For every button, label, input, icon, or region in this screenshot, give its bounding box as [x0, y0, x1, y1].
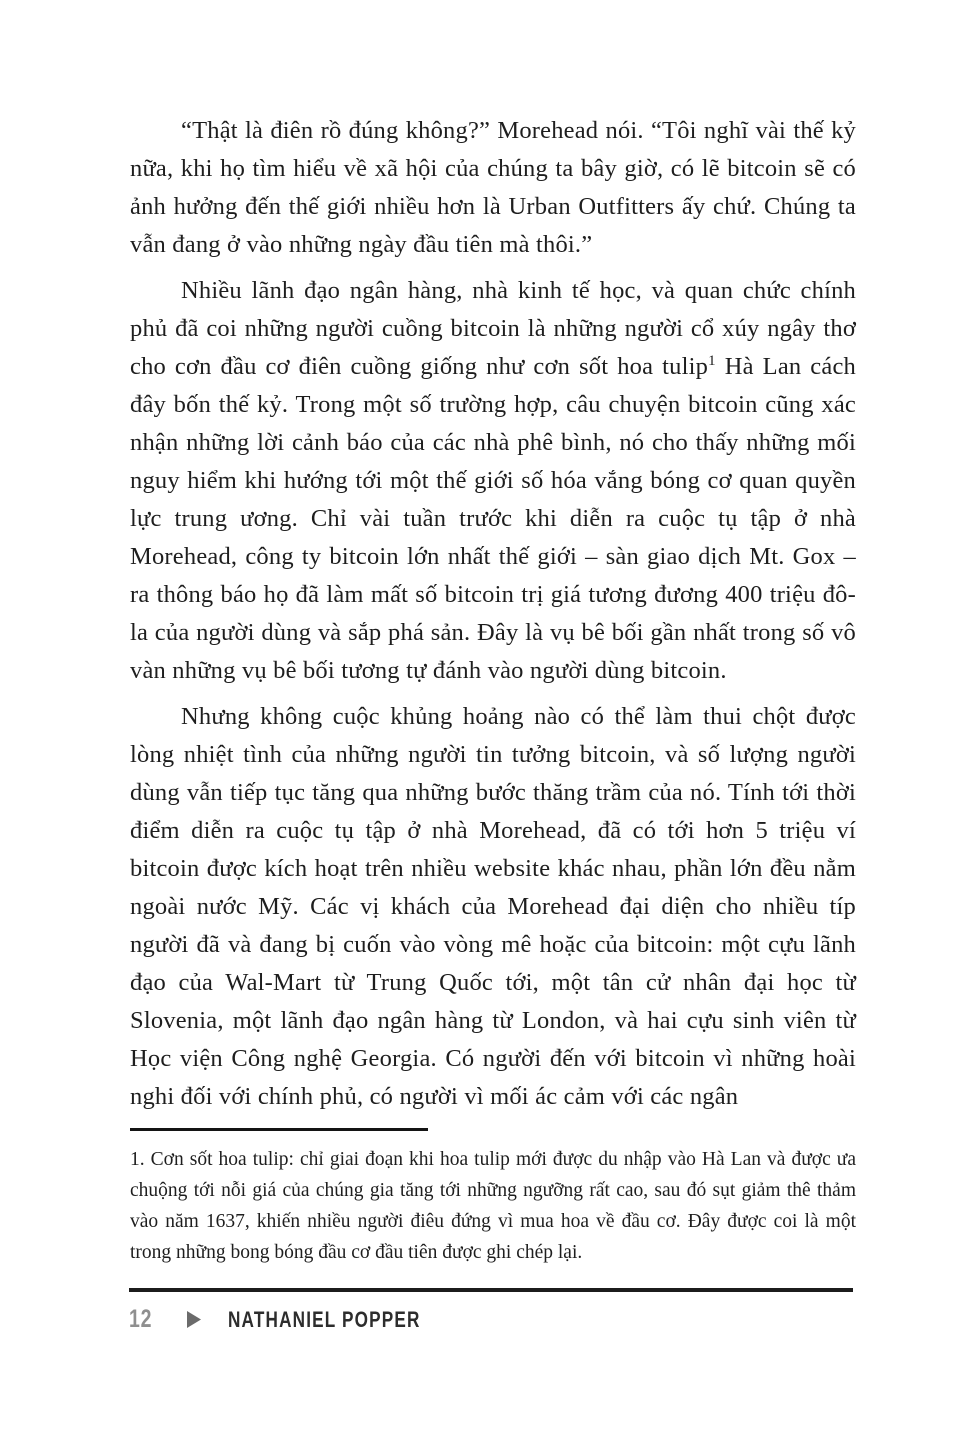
body-text — [130, 112, 856, 1116]
triangle-icon — [187, 1311, 201, 1328]
footnote-text: 1. Cơn sốt hoa tulip: chỉ giai đoạn khi hoa tulip mới được du nhập vào Hà Lan và được ưa chuộng tới nỗi giá của chúng gia tăng tới những ngưỡng rất cao, sau đó sụt giảm thê thảm vào năm 1637, khiến nhiều người điêu đứng vì mua hoa về đầu cơ. Đây được coi là một trong những bong bóng đầu cơ đầu tiên được ghi chép lại. — [130, 1149, 856, 1263]
paragraph: Nhưng không cuộc khủng hoảng nào có thể làm thui chột được lòng nhiệt tình của những người tin tưởng bitcoin, và số lượng người dùng vẫn tiếp tục tăng qua những bước thăng trầm của nó. Tính tới thời điểm diễn ra cuộc tụ tập ở nhà Morehead, đã có tới hơn 5 triệu ví bitcoin được kích hoạt trên nhiều website khác nhau, phần lớn đều nằm ngoài nước Mỹ. Các vị khách của Morehead đại diện cho nhiều típ người đã và đang bị cuốn vào vòng mê hoặc của bitcoin: một cựu lãnh đạo của Wal-Mart từ Trung Quốc tới, một tân cử nhân đại học từ Slovenia, một lãnh đạo ngân hàng từ London, và hai cựu sinh viên từ Học viện Công nghệ Georgia. Có người đến với bitcoin vì những hoài nghi đối với chính phủ, có người vì mối ác cảm với các ngân — [130, 703, 856, 1110]
running-footer-author: NATHANIEL POPPER — [227, 1306, 421, 1332]
paragraph — [130, 272, 856, 690]
footnote-separator — [130, 1128, 428, 1131]
paragraph: “Thật là điên rồ đúng không?” Morehead nói. “Tôi nghĩ vài thế kỷ nữa, khi họ tìm hiểu về xã hội của chúng ta bây giờ, có lẽ bitcoin sẽ có ảnh hưởng đến thế giới nhiều hơn là Urban Outfitters ấy chứ. Chúng ta vẫn đang ở vào những ngày đầu tiên mà thôi.” — [130, 117, 856, 258]
footer-rule — [129, 1288, 853, 1292]
paragraph-text: Nhiều lãnh đạo ngân hàng, nhà kinh tế học, và quan chức chính phủ đã coi những người cuồng bitcoin là những người cổ xúy ngây thơ cho cơn đầu cơ điên cuồng giống như cơn sốt hoa tulip — [130, 277, 856, 380]
footer-row — [129, 1305, 853, 1334]
running-footer — [129, 1288, 853, 1334]
paragraph-text: Hà Lan cách đây bốn thế kỷ. Trong một số trường hợp, câu chuyện bitcoin cũng xác nhận những lời cảnh báo của các nhà phê bình, nó cho thấy những mối nguy hiểm khi hướng tới một thế giới số hóa vắng bóng cơ quan quyền lực trung ương. Chỉ vài tuần trước khi diễn ra cuộc tụ tập ở nhà Morehead, công ty bitcoin lớn nhất thế giới – sàn giao dịch Mt. Gox – ra thông báo họ đã làm mất số bitcoin trị giá tương đương 400 triệu đô-la của người dùng và sắp phá sản. Đây là vụ bê bối gần nhất trong số vô vàn những vụ bê bối tương tự đánh vào người dùng bitcoin. — [130, 353, 856, 684]
page-number: 12 — [129, 1305, 153, 1333]
footnote-block — [130, 1128, 856, 1268]
footnote-reference: 1 — [708, 351, 716, 369]
